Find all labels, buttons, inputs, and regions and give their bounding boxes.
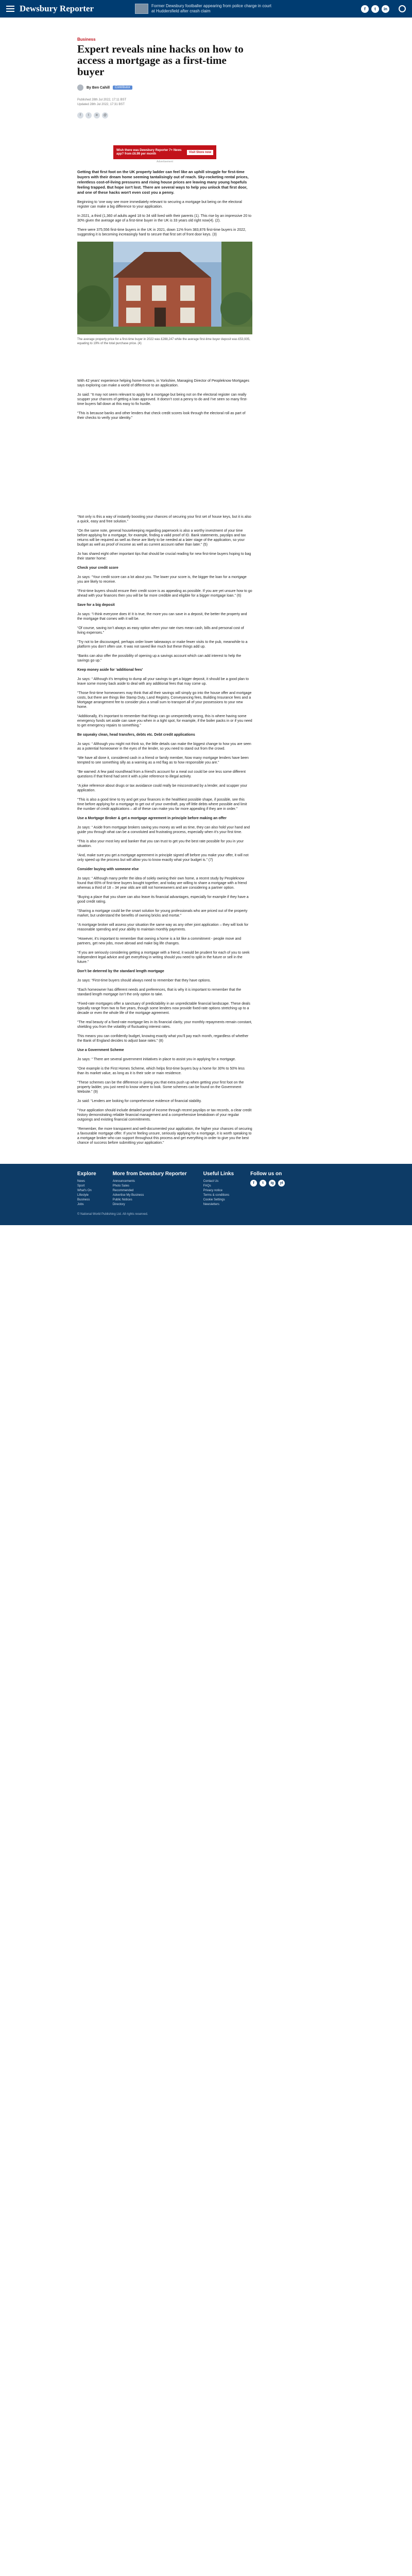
article-paragraph: “First-time buyers should ensure their credit score is as appealing as possible. If you are yet unsure how to go ahead with your finances then you will be far more credible and eligible for a bigger mortgage loan.” (6) [77,589,252,598]
youtube-icon[interactable]: yt [278,1180,285,1187]
article-paragraph: “A mortgage broker will assess your situation the same way as any other joint application – they will look for reasonable spending and your ability to maintain monthly payments. [77,923,249,931]
article-paragraph: “On the same note, general housekeeping regarding paperwork is also a worthy investment of your time before applying for a mortgage, for example, finding a valid proof of ID. Bank statements, payslips and tax returns will be required as well as these are likely to be needed at a later stage of the application, so your budget as well as proof of income as well as current account rather than later.” (5) [77,529,246,547]
article-paragraph: “Of course, saving isn’t always as easy option when your rate rises mean cash, bills and personal cost of living expenses.” [77,626,244,635]
article-paragraph: “Sharing a mortgage could be the smart solution for young professionals who are priced out of the property market, but understand the benefits of owning bricks and mortar.” [77,909,248,918]
article-paragraph: “This is because banks and other lenders that check credit scores look through the electoral roll as part of their checks to verify your identity.” [77,412,246,420]
article-body-quote [77,379,252,420]
ticker-headline[interactable]: Former Dewsbury footballer appearing from police charge in court at Huddersfield after crash claim [151,4,271,13]
footer-link[interactable]: Recommended [112,1189,134,1192]
article-paragraph: “Banks can also offer the possibility of opening up a savings account which can add interest to help the savings go up.” [77,654,242,663]
footer-column [203,1171,234,1208]
article-paragraph: “However, it’s important to remember that owning a home is a lot like a commitment - people move and partners, get new jobs, move abroad and make big life changes. [77,937,242,945]
footer-social-links [250,1180,285,1187]
article-subheading: Consider buying with someone else [77,868,139,871]
article-paragraph: “Try not to be discouraged, perhaps order lower takeaways or make fewer visits to the pub, meanwhile to a platform you don’t often use. It was not saved like much but these things add up. [77,640,248,649]
footer-link[interactable]: Public Notices [112,1198,132,1201]
twitter-icon[interactable]: t [371,5,379,13]
footer-link[interactable]: Sport [77,1184,85,1188]
article-paragraph: Jo says: “ Although many prefer the idea of solely owning their own home, a recent study by Peopleknow found that 65% of first-time buyers bought together, and today are willing to share a mortgage with a friend whereas a third of 18 – 34 year olds are still not homeowners and are considering a partner option. [77,877,247,890]
updated-date: Updated 28th Jul 2022, 17:31 BST [77,103,125,106]
article-subheading: Keep money aside for ‘additional fees’ [77,668,143,672]
article-paragraph: Beginning to ‘one way see more immediately relevant to securing a mortgage but being on the electoral register can make a big difference to your application. [77,200,242,209]
article-paragraph: “A joke reference about drugs or tax avoidance could really be misconstrued by a lender, and scupper your application. [77,784,247,792]
footer-column [77,1171,96,1208]
article-paragraph: “Remember, the more transparent and well-documented your application, the higher your chances of securing a favourable mortgage offer. If you’re feeling unsure, seriously applying for a mortgage, it is worth speaking to a mortgage broker who can support throughout this process and get everything in order to give you the best chance of success before submitting your application.” [77,1127,252,1145]
advert-label: Advertisement [157,160,173,163]
article-paragraph: “Be warned: A few paid roundhead from a friend’s account for a meal out could be one less some different questions if that friend had sent it with a joke reference to illegal activity. [77,770,246,778]
footer-column-title: Follow us on [250,1171,282,1177]
twitter-icon[interactable]: t [260,1180,266,1187]
photo-caption: The average property price for a first-time buyer in 2022 was £288,247 while the average first-time buyer deposit was £53,935, equating to 19% of the total purchase price. (4) [77,338,250,345]
site-logo[interactable]: Dewsbury Reporter [20,4,94,13]
article-subheading: Use a Government Scheme [77,1048,124,1052]
share-linkedin-icon[interactable]: in [94,112,100,118]
search-icon[interactable] [399,5,406,12]
site-footer [0,1164,412,1225]
footer-link[interactable]: Cookie Settings [203,1198,225,1201]
author-avatar [77,84,83,91]
ticker-thumbnail [135,4,148,14]
top-navigation-bar [0,0,412,18]
advert-button[interactable]: Visit Store now [187,150,213,155]
author-name[interactable]: By Ben Cahill [87,86,110,90]
facebook-icon[interactable]: f [361,5,369,13]
share-twitter-icon[interactable]: t [85,112,92,118]
footer-link[interactable]: Privacy notice [203,1189,222,1192]
article-paragraph: “We have all done it, considered cash in a friend or family member, Now many mortgage lenders have been tempted to see something silly as a warning as a red flag as to how responsible you are.” [77,756,249,765]
publish-dates [77,98,252,107]
footer-columns [77,1171,335,1208]
article-paragraph: Getting that first foot on the UK property ladder can feel like an uphill struggle for first-time buyers with their dream home seeming tantalisingly out of reach. Sky-rocketing rental prices, relentless cost-of-living pressures and rising house prices are leaving many young hopefuls feeling trapped. But hope isn't lost. There are several ways to help you unlock that first door, and one of these hacks won't even cost you a penny. [77,170,249,195]
share-email-icon[interactable]: @ [102,112,108,118]
footer-link[interactable]: Jobs [77,1203,84,1206]
article-paragraph: “Additionally, it’s important to remember that things can go unexpectedly wrong, this is where having some emergency funds set aside can save you when in a tight spot, for example, if the boiler packs in or if you need to get emergency repairs to something.” [77,715,252,727]
footer-column-title: Useful Links [203,1171,234,1177]
article-paragraph: Jo says: “ Although you might not think so, the little details can make the biggest change to how you are seen as a potential homeowner in the eyes of the lender, so you need to stand out from the crowd. [77,742,251,751]
copyright-text: © National World Publishing Ltd. All rights reserved. [77,1213,148,1216]
footer-link[interactable]: Photo Sales [112,1184,130,1188]
linkedin-icon[interactable]: in [382,5,389,13]
footer-link[interactable]: Lifestyle [77,1194,89,1197]
article-paragraph: “And, make sure you get a mortgage agreement in principle signed off before you make your offer, it will not only speed up the process but will allow you to know exactly what your budget is.” (7) [77,854,249,862]
author-badge: Contributor [113,86,132,90]
footer-column-title: Explore [77,1171,96,1177]
article-paragraph: “This is also a good time to try and get your finances in the healthiest possible shape, if possible, see this time before applying for a mortgage to get out of your overdraft, pay off little debts where possible and limit the number of credit applications – all of these can make you far more appealing if they are in order.” [77,798,247,811]
article-subheading: Save for a big deposit [77,603,115,607]
article-paragraph: With 42 years’ experience helping home-hunters, in Yorkshire, Managing Director of Peopleknow Mortgages says exploring can make a world of difference to an application. [77,379,249,387]
headline-ticker[interactable] [135,4,356,14]
menu-icon[interactable] [6,6,14,12]
article-paragraph: Jo says: “First-time buyers should always need to remember that they have options. [77,979,211,982]
article-paragraph: “This is also your most key and banker that you can trust to get you the best rate possible for you in your situation. [77,840,244,848]
article-subheading: Be squeaky clean, head transfers, debts etc. Debt credit applications [77,733,195,737]
footer-link[interactable]: Announcements [112,1180,135,1183]
footer-link[interactable]: What's On [77,1189,92,1192]
byline [77,84,252,91]
article-paragraph: Jo says: “ Aside from mortgage brokers saving you money as well as time, they can also hold your hand and guide you through what can be a convoluted and frustrating process, especially when it’s your first time. [77,826,250,834]
article-paragraph: Jo said: “It may not seem relevant to apply for a mortgage but being not on the electoral register can really scupper your chances of getting a loan approved. It doesn’t cost a penny to do and I’ve seen so many first-time buyers fall down at this easy to fix hurdle. [77,393,248,406]
advert-banner[interactable] [113,145,216,159]
footer-column [113,1171,187,1208]
footer-column [250,1171,285,1208]
footer-link[interactable]: Business [77,1198,90,1201]
house-photo-illustration [77,242,252,334]
advert-text: Wish there was Dewsbury Reporter 7+ News app? from £6.99 per month [116,148,182,156]
article-subheading: Don’t be deterred by the standard length mortgage [77,970,164,973]
article-paragraph: “These schemes can be the difference in giving you that extra push up when getting your first foot on the property ladder, you just need to know where to look. Some schemes can be found on the Government Website.” (9) [77,1081,244,1094]
article-paragraph: “Buying a place that you share can also leave its financial advantages, especially for example if they have a good credit rating. [77,895,249,904]
article-paragraph: Jo says: “ Although it’s tempting to dump all your savings to get a bigger deposit, it should be a good plan to leave some money back aside to deal with any additional fees that may come up. [77,677,249,686]
article-paragraph: There were 375,556 first-time buyers in the UK in 2021, down 11% from 383,876 first-time buyers in 2022, suggesting it is becoming increasingly hard to secure that first set of front door keys. (3) [77,228,246,236]
footer-link[interactable]: News [77,1180,85,1183]
article-paragraph: Jo says: “Your credit score can a lot about you. The lower your score is, the bigger the loan for a mortgage you are likely to receive. [77,575,247,584]
footer-link[interactable]: FAQs [203,1184,211,1188]
article-paragraph: “If you are seriously considering getting a mortgage with a friend, it would be prudent for each of you to seek independent legal advice and get everything in writing should you need to split in the future or sell in the future.” [77,951,250,964]
article-paragraph: Jo said: “Lenders are looking for comprehensive evidence of financial stability. [77,1099,202,1103]
article-subheading: Check your credit score [77,566,118,570]
article-paragraph: This means you can confidently budget, knowing exactly what you’ll pay each month, regardless of whether the Bank of England decides to adjust base rates.” (8) [77,1035,249,1043]
footer-link[interactable]: Advertise My Business [112,1194,144,1197]
share-buttons [77,112,252,118]
article-paragraph: In 2021, a third (1,360 of adults aged 18 to 34 still lived with their parents (1). This rise by an impressive 20 to 30% given the average age of a first-time buyer in the UK is 33 years old right now(4). (2). [77,214,251,223]
header-social-links [361,5,389,13]
article-paragraph: “The real beauty of a fixed-rate mortgage lies in its financial clarity, your monthly repayments remain constant, shielding you from the volatility of fluctuating interest rates. [77,1021,252,1029]
article-paragraph: “Those first-time homeowners may think that all their savings will simply go into the house offer and mortgage costs, but there are things like Stamp Duty, Land Registry, Conveyancing fees, Building Insurance fees and a Mortgage arrangement fee to consider plus a small sum to transport all of your possessions to your new home. [77,691,252,709]
article-paragraph: “Each homeowner has different needs and preferences, that is why it is important to remember that the standard length mortgage isn’t the only option to take. [77,988,242,996]
footer-column-title: More from Dewsbury Reporter [112,1171,187,1177]
instagram-icon[interactable]: ig [269,1180,276,1187]
footer-link[interactable]: Terms & conditions [203,1194,230,1197]
article-body-intro [77,170,252,237]
article-paragraph: Jo says: “ There are several government initiatives in place to assist you in applying for a mortgage. [77,1058,236,1061]
article-paragraph: Jo says: “I think everyone does it! It is true, the more you can save in a deposit, the better the property and the mortgage that comes with it will be. [77,613,247,621]
article-paragraph: “Fixed-rate mortgages offer a sanctuary of predictability in an unpredictable financial landscape. These deals typically range from two to five years, though some lenders now provide fixed-rate options stretching up to a decade or even the whole life of the mortgage agreement. [77,1002,250,1015]
article-subheading: Use a Mortgage Broker & get a mortgage agreement in principle before making an offer [77,817,227,820]
published-date: Published 28th Jul 2022, 17:11 BST [77,98,127,101]
facebook-icon[interactable]: f [250,1180,257,1187]
section-label[interactable]: Business [77,37,96,42]
article-paragraph: Jo has shared eight other important tips that should be crucial reading for new first-time buyers hoping to bag their starter home: [77,552,251,561]
share-facebook-icon[interactable]: f [77,112,83,118]
article [77,18,252,1145]
article-photo [77,242,252,334]
article-body-tips [77,515,252,1145]
footer-link[interactable]: Contact Us [203,1180,219,1183]
article-paragraph: “One example is the First Homes Scheme, which helps first-time buyers buy a home for 30% to 50% less than its market value, as long as it is their sole or main residence. [77,1067,245,1075]
footer-link[interactable]: Newsletters [203,1203,219,1206]
article-paragraph: “Not only is this a way of instantly boosting your chances of securing your first set of house keys, but it is also a quick, easy and free solution.” [77,515,251,523]
article-headline: Expert reveals nine hacks on how to access a mortgage as a first-time buyer [77,43,244,78]
footer-link[interactable]: Directory [112,1203,125,1206]
article-paragraph: “Your application should include detailed proof of income through recent payslips or tax records, a clear credit history demonstrating reliable financial management and a comprehensive breakdown of your regular outgoings and existing financial commitments. [77,1109,252,1122]
